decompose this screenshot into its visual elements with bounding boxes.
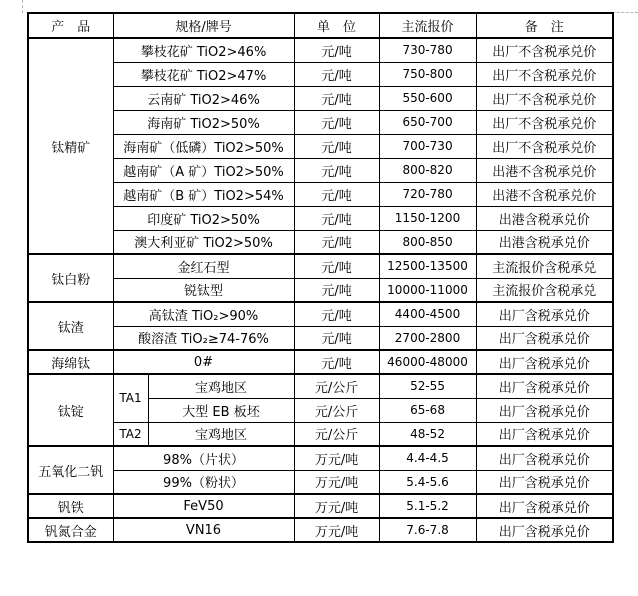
price-cell: 730-780 [379, 38, 476, 62]
note-cell: 出厂不含税承兑价 [476, 38, 613, 62]
spec-cell: 云南矿 TiO2>46% [113, 86, 294, 110]
note-cell: 出厂不含税承兑价 [476, 62, 613, 86]
spec-cell: 99%（粉状） [113, 470, 294, 494]
unit-cell: 万元/吨 [294, 446, 379, 470]
note-cell: 出港含税承兑价 [476, 206, 613, 230]
unit-cell: 元/吨 [294, 326, 379, 350]
price-cell: 1150-1200 [379, 206, 476, 230]
spec-cell: 澳大利亚矿 TiO2>50% [113, 230, 294, 254]
price-cell: 750-800 [379, 62, 476, 86]
unit-cell: 元/吨 [294, 134, 379, 158]
table-row [28, 350, 613, 374]
price-cell: 48-52 [379, 422, 476, 446]
spec-cell: 越南矿（A 矿）TiO2>50% [113, 158, 294, 182]
unit-cell: 万元/吨 [294, 470, 379, 494]
table-row [28, 470, 613, 494]
unit-cell: 元/吨 [294, 206, 379, 230]
spec-cell: 攀枝花矿 TiO2>46% [113, 38, 294, 62]
table-row [28, 110, 613, 134]
note-cell: 出厂含税承兑价 [476, 398, 613, 422]
price-cell: 800-820 [379, 158, 476, 182]
table-row [28, 446, 613, 470]
table-row [28, 206, 613, 230]
product-cell: 五氧化二钒 [28, 446, 113, 494]
price-cell: 2700-2800 [379, 326, 476, 350]
grade-cell: TA2 [113, 422, 148, 446]
spec-cell: 大型 EB 板坯 [148, 398, 294, 422]
unit-cell: 元/吨 [294, 62, 379, 86]
note-cell: 出厂不含税承兑价 [476, 134, 613, 158]
table-row [28, 62, 613, 86]
spec-cell: 金红石型 [113, 254, 294, 278]
note-cell: 出厂含税承兑价 [476, 374, 613, 398]
note-cell: 出港不含税承兑价 [476, 182, 613, 206]
price-cell: 7.6-7.8 [379, 518, 476, 542]
note-cell: 出港不含税承兑价 [476, 158, 613, 182]
spec-cell: 锐钛型 [113, 278, 294, 302]
unit-cell: 元/吨 [294, 182, 379, 206]
note-cell: 出厂不含税承兑价 [476, 110, 613, 134]
note-cell: 出厂含税承兑价 [476, 326, 613, 350]
spec-cell: 宝鸡地区 [148, 422, 294, 446]
product-cell: 钒氮合金 [28, 518, 113, 542]
page-break-guide-horizontal [612, 12, 638, 13]
spec-cell: 高钛渣 TiO₂>90% [113, 302, 294, 326]
table-row [28, 38, 613, 62]
page-break-guide-vertical [22, 0, 23, 13]
unit-cell: 元/吨 [294, 230, 379, 254]
table-row [28, 302, 613, 326]
product-cell: 钛精矿 [28, 38, 113, 254]
unit-cell: 元/吨 [294, 302, 379, 326]
table-row [28, 230, 613, 254]
product-cell: 海绵钛 [28, 350, 113, 374]
note-cell: 出厂含税承兑价 [476, 422, 613, 446]
table-row [28, 422, 613, 446]
price-cell: 5.4-5.6 [379, 470, 476, 494]
unit-cell: 万元/吨 [294, 494, 379, 518]
unit-cell: 元/吨 [294, 110, 379, 134]
product-cell: 钛白粉 [28, 254, 113, 302]
spec-cell: VN16 [113, 518, 294, 542]
note-cell: 出港含税承兑价 [476, 230, 613, 254]
spec-cell: 海南矿 TiO2>50% [113, 110, 294, 134]
unit-cell: 元/吨 [294, 158, 379, 182]
unit-cell: 元/吨 [294, 278, 379, 302]
note-cell: 出厂含税承兑价 [476, 494, 613, 518]
table-row [28, 254, 613, 278]
header-product: 产 品 [28, 13, 113, 38]
table-row [28, 518, 613, 542]
spec-cell: 海南矿（低磷）TiO2>50% [113, 134, 294, 158]
spec-cell: 印度矿 TiO2>50% [113, 206, 294, 230]
unit-cell: 元/吨 [294, 38, 379, 62]
price-cell: 10000-11000 [379, 278, 476, 302]
price-cell: 52-55 [379, 374, 476, 398]
price-cell: 800-850 [379, 230, 476, 254]
unit-cell: 元/公斤 [294, 398, 379, 422]
product-cell: 钒铁 [28, 494, 113, 518]
spec-cell: 攀枝花矿 TiO2>47% [113, 62, 294, 86]
note-cell: 出厂含税承兑价 [476, 518, 613, 542]
spec-cell: 酸溶渣 TiO₂≥74-76% [113, 326, 294, 350]
table-row [28, 182, 613, 206]
note-cell: 主流报价含税承兑 [476, 278, 613, 302]
header-note: 备 注 [476, 13, 613, 38]
table-row [28, 86, 613, 110]
note-cell: 出厂含税承兑价 [476, 350, 613, 374]
product-cell: 钛锭 [28, 374, 113, 446]
product-cell: 钛渣 [28, 302, 113, 350]
price-cell: 550-600 [379, 86, 476, 110]
spec-cell: 越南矿（B 矿）TiO2>54% [113, 182, 294, 206]
table-row [28, 134, 613, 158]
note-cell: 出厂不含税承兑价 [476, 86, 613, 110]
price-cell: 5.1-5.2 [379, 494, 476, 518]
unit-cell: 元/吨 [294, 86, 379, 110]
table-row [28, 326, 613, 350]
spec-cell: 98%（片状） [113, 446, 294, 470]
spec-cell: 0# [113, 350, 294, 374]
spec-cell: 宝鸡地区 [148, 374, 294, 398]
price-cell: 700-730 [379, 134, 476, 158]
unit-cell: 元/吨 [294, 254, 379, 278]
price-cell: 650-700 [379, 110, 476, 134]
price-cell: 4.4-4.5 [379, 446, 476, 470]
price-cell: 12500-13500 [379, 254, 476, 278]
price-cell: 65-68 [379, 398, 476, 422]
note-cell: 主流报价含税承兑 [476, 254, 613, 278]
grade-cell: TA1 [113, 374, 148, 422]
table-row [28, 494, 613, 518]
price-cell: 46000-48000 [379, 350, 476, 374]
note-cell: 出厂含税承兑价 [476, 470, 613, 494]
price-table [27, 12, 614, 543]
table-row [28, 278, 613, 302]
header-price: 主流报价 [379, 13, 476, 38]
header-spec: 规格/牌号 [113, 13, 294, 38]
unit-cell: 万元/吨 [294, 518, 379, 542]
header-row [28, 13, 613, 38]
note-cell: 出厂含税承兑价 [476, 446, 613, 470]
note-cell: 出厂含税承兑价 [476, 302, 613, 326]
table-row [28, 374, 613, 398]
unit-cell: 元/公斤 [294, 422, 379, 446]
price-cell: 720-780 [379, 182, 476, 206]
spec-cell: FeV50 [113, 494, 294, 518]
table-row [28, 158, 613, 182]
header-unit: 单 位 [294, 13, 379, 38]
price-cell: 4400-4500 [379, 302, 476, 326]
unit-cell: 元/吨 [294, 350, 379, 374]
unit-cell: 元/公斤 [294, 374, 379, 398]
